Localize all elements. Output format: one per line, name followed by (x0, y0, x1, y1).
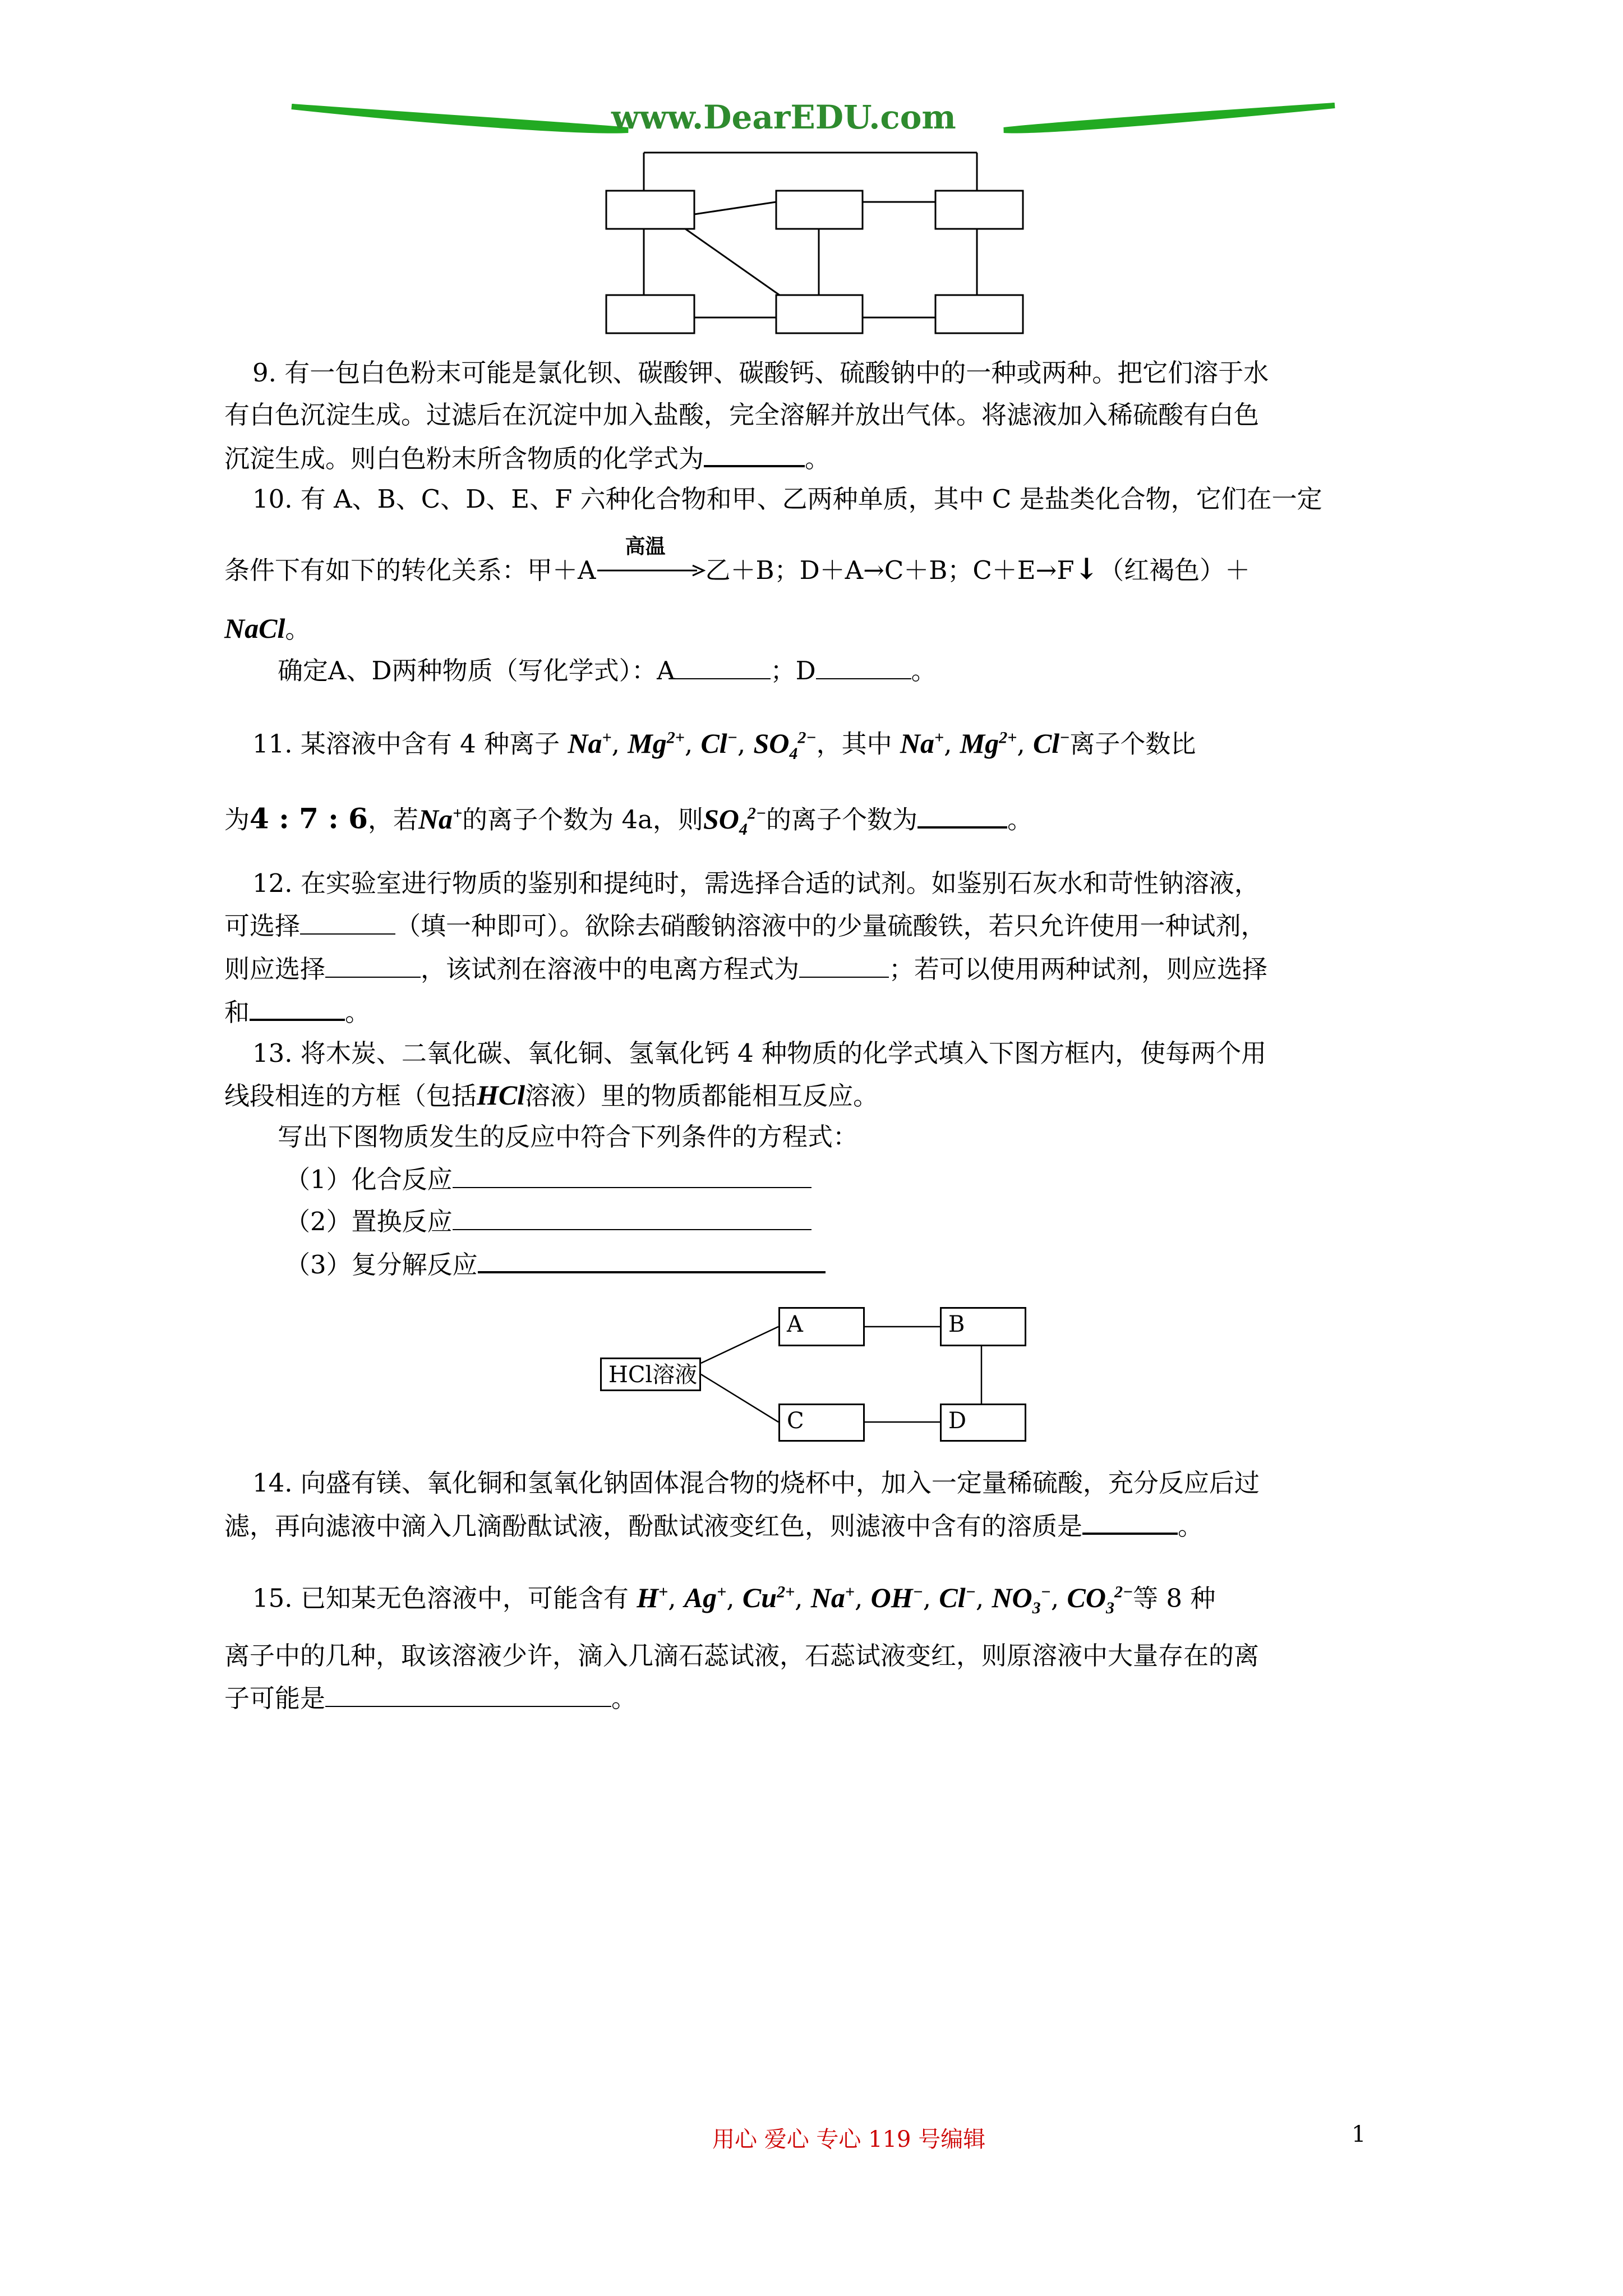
q10-line-2b: 乙＋B；D＋A→C＋B；C＋E→F (705, 555, 1075, 585)
ion-na: Na+ (568, 727, 612, 759)
ion-no3: $NO_3^-$ (992, 1581, 1051, 1617)
q12-answer-3-blank[interactable] (799, 952, 889, 978)
ion-so4: $SO_4^{2-}$ (753, 727, 817, 763)
top-connection-diagram (600, 146, 1038, 337)
q13-line-2 (224, 1078, 878, 1113)
q9-end: 。 (805, 444, 831, 473)
q12-line-1: 12. 在实验室进行物质的鉴别和提纯时，需选择合适的试剂。如鉴别石灰水和苛性钠溶液， (252, 868, 1260, 898)
top-box-4 (606, 295, 694, 333)
box-a[interactable]: A (778, 1307, 865, 1346)
q13-item-1: （1）化合反应 (285, 1162, 811, 1197)
ion-ag: Ag+ (684, 1581, 727, 1613)
high-temp-arrow (596, 535, 706, 579)
q14-answer-blank[interactable] (1082, 1508, 1178, 1535)
q13-answer-1-blank[interactable] (453, 1162, 811, 1188)
top-box-6 (935, 295, 1023, 333)
q15-line-3: 子可能是 。 (224, 1681, 637, 1715)
q12-answer-1-blank[interactable] (300, 909, 395, 935)
q10-line-2a: 条件下有如下的转化关系：甲＋A (224, 555, 596, 585)
q13-item-3: （3）复分解反应 (285, 1246, 826, 1282)
ion-so4-2: $SO_4^{2-}$ (703, 803, 767, 839)
box-b[interactable]: B (940, 1307, 1026, 1346)
q11-line-2b: ，若 (367, 804, 418, 835)
top-box-2 (776, 191, 863, 229)
q11-line-2a: 为 (224, 804, 250, 835)
q10-line-3b: ；D (770, 656, 816, 685)
box-c[interactable]: C (778, 1404, 865, 1442)
q11-line-2c: 的离子个数为 4a，则 (462, 804, 703, 835)
q12-line-4a: 和 (224, 997, 250, 1027)
q9-answer-blank[interactable] (704, 440, 805, 467)
top-box-1 (606, 191, 694, 229)
hcl-formula: HCl (477, 1079, 525, 1111)
ion-cl-3: Cl− (939, 1581, 976, 1613)
q12-line-4 (224, 994, 370, 1029)
q12-answer-4-blank[interactable] (250, 994, 345, 1021)
q13-item-2: （2）置换反应 (285, 1204, 811, 1239)
q12-line-3 (224, 952, 1267, 986)
nacl-end: 。 (285, 614, 311, 644)
q9-line-3-text: 沉淀生成。则白色粉末所含物质的化学式为 (224, 444, 704, 473)
q13-answer-3-blank[interactable] (478, 1246, 826, 1273)
q10-line-3-end: 。 (911, 656, 937, 685)
ion-cl-2: Cl− (1032, 727, 1070, 759)
q15-line-2: 离子中的几种，取该溶液少许，滴入几滴石蕊试液，石蕊试液变红，则原溶液中大量存在的离 (224, 1641, 1260, 1671)
hcl-solution-box: HCl溶液 (600, 1358, 701, 1391)
q9-line-1: 9. 有一包白色粉末可能是氯化钡、碳酸钾、碳酸钙、硫酸钠中的一种或两种。把它们溶于水 (252, 358, 1269, 388)
q10-line-1: 10. 有 A、B、C、D、E、F 六种化合物和甲、乙两种单质，其中 C 是盐类化合物，它们在一定 (252, 484, 1322, 514)
q10-line-2 (224, 535, 1251, 587)
q14-line-2: 滤，再向滤液中滴入几滴酚酞试液，酚酞试液变红色，则滤液中含有的溶质是 。 (224, 1508, 1203, 1543)
q12-line-2 (224, 909, 1266, 943)
ion-cl: Cl− (700, 727, 737, 759)
q15-line-1: 15. 已知某无色溶液中，可能含有 H+, Ag+, $Cu^{2+}$, Na+, OH−, Cl−, $NO_3^-$, $CO_3^{2-}$等 8 种 (252, 1581, 1216, 1617)
q10-line-nacl (224, 611, 310, 646)
q10-answer-d-blank[interactable] (816, 654, 911, 679)
top-box-3 (935, 191, 1023, 229)
q12-line-3b: ，该试剂在溶液中的电离方程式为 (421, 954, 800, 984)
ion-co3: $CO_3^{2-}$ (1067, 1581, 1133, 1617)
q14-line-1: 14. 向盛有镁、氧化铜和氢氧化钠固体混合物的烧杯中，加入一定量稀硫酸，充分反应后过 (252, 1468, 1260, 1498)
q9-line-2: 有白色沉淀生成。过滤后在沉淀中加入盐酸，完全溶解并放出气体。将滤液加入稀硫酸有白色 (224, 400, 1260, 430)
q11-line-2-end: 。 (1007, 804, 1033, 835)
ion-na-2: Na+ (900, 727, 944, 759)
q11-line-1b: ，其中 (816, 729, 892, 759)
q11-answer-blank[interactable] (917, 802, 1007, 829)
q11-line-2 (224, 797, 1032, 846)
ion-na-4: Na+ (810, 1581, 855, 1613)
q10-line-3a: 确定A、D两种物质（写化学式）：A (278, 656, 675, 685)
q13-line-2b: 溶液）里的物质都能相互反应。 (525, 1081, 879, 1111)
q12-answer-2-blank[interactable] (325, 952, 421, 978)
q12-line-2b: （填一种即可）。欲除去硝酸钠溶液中的少量硫酸铁，若只允许使用一种试剂， (395, 911, 1266, 941)
ion-ratio: 4 : 7 : 6 (250, 802, 368, 835)
ion-oh: OH− (870, 1581, 923, 1613)
q15-answer-blank[interactable] (325, 1681, 611, 1707)
q12-line-3a: 则应选择 (224, 954, 326, 984)
right-arrow-icon (596, 562, 706, 579)
q13-line-3: 写出下图物质发生的反应中符合下列条件的方程式： (278, 1122, 859, 1152)
nacl-formula: NaCl (224, 613, 285, 644)
q12-line-2a: 可选择 (224, 911, 301, 941)
q10-line-2c: （红褐色）＋ (1099, 555, 1251, 585)
site-logo: www.DearEDU.com (611, 98, 956, 136)
q13-line-2a: 线段相连的方框（包括 (224, 1081, 477, 1111)
q11-line-1a: 11. 某溶液中含有 4 种离子 (252, 729, 560, 759)
q10-line-3 (278, 654, 937, 688)
q9-line-3 (224, 440, 830, 476)
q11-line-2d: 的离子个数为 (766, 804, 918, 835)
q13-line-1: 13. 将木炭、二氧化碳、氧化铜、氢氧化钙 4 种物质的化学式填入下图方框内，使每两个用 (252, 1038, 1267, 1068)
ion-mg-2: $Mg^{2+}$ (960, 727, 1017, 759)
q11-line-1: 11. 某溶液中含有 4 种离子 Na+, $Mg^{2+}$, Cl−, $SO_4^{2-}$，其中 Na+, $Mg^{2+}$, Cl−离子个数比 (252, 727, 1196, 763)
q11-line-1c: 离子个数比 (1069, 729, 1196, 759)
page-number: 1 (1352, 2122, 1366, 2147)
ion-cu: $Cu^{2+}$ (742, 1581, 795, 1613)
q10-answer-a-blank[interactable] (675, 654, 771, 679)
top-box-5 (776, 295, 863, 333)
box-d[interactable]: D (940, 1404, 1026, 1442)
footer-text: 用心 爱心 专心 119 号编辑 (712, 2127, 986, 2152)
ion-na-3: Na+ (418, 803, 463, 835)
q12-line-3c: ；若可以使用两种试剂，则应选择 (889, 954, 1268, 984)
ion-mg: $Mg^{2+}$ (628, 727, 685, 759)
ion-h: H+ (637, 1581, 668, 1613)
down-arrow-icon: ↓ (1074, 552, 1099, 586)
arrow-label: 高温 (625, 535, 666, 558)
q13-answer-2-blank[interactable] (453, 1204, 811, 1230)
q12-line-4-end: 。 (345, 997, 371, 1027)
